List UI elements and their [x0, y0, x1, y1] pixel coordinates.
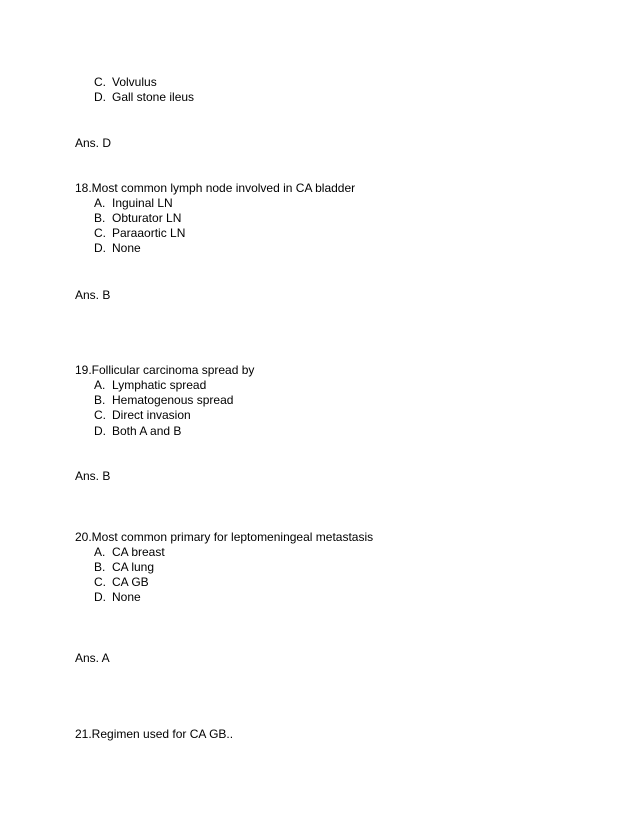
option-text: CA lung — [112, 560, 155, 574]
question-stem: 19.Follicular carcinoma spread by — [75, 363, 255, 377]
option-text: Hematogenous spread — [112, 393, 234, 407]
option-text: Volvulus — [112, 75, 157, 89]
option-b — [94, 393, 233, 408]
option-letter: A. — [94, 545, 106, 559]
answer-line: Ans. B — [75, 469, 111, 483]
option-c — [94, 75, 157, 90]
option-b — [94, 560, 154, 575]
option-a — [94, 196, 173, 211]
option-letter: C. — [94, 75, 106, 89]
option-text: Lymphatic spread — [112, 378, 207, 392]
option-text: None — [112, 241, 141, 255]
option-d — [94, 590, 141, 605]
option-text: Direct invasion — [112, 408, 191, 422]
option-b — [94, 211, 181, 226]
option-c — [94, 408, 191, 423]
option-text: None — [112, 590, 141, 604]
option-a — [94, 378, 206, 393]
option-text: Paraaortic LN — [112, 226, 186, 240]
option-d — [94, 424, 181, 439]
answer-line: Ans. D — [75, 136, 112, 150]
option-letter: D. — [94, 241, 106, 255]
option-letter: B. — [94, 393, 106, 407]
option-letter: C. — [94, 226, 106, 240]
option-text: CA breast — [112, 545, 165, 559]
option-text: Obturator LN — [112, 211, 182, 225]
option-d — [94, 90, 194, 105]
option-text: CA GB — [112, 575, 149, 589]
option-a — [94, 545, 165, 560]
option-letter: D. — [94, 90, 106, 104]
option-letter: C. — [94, 575, 106, 589]
option-letter: D. — [94, 424, 106, 438]
question-stem: 20.Most common primary for leptomeningeal metastasis — [75, 530, 374, 544]
option-c — [94, 226, 185, 241]
option-letter: B. — [94, 211, 106, 225]
option-text: Gall stone ileus — [112, 90, 195, 104]
option-letter: C. — [94, 408, 106, 422]
option-letter: A. — [94, 378, 106, 392]
option-c — [94, 575, 149, 590]
option-text: Inguinal LN — [112, 196, 173, 210]
option-letter: B. — [94, 560, 106, 574]
option-d — [94, 241, 141, 256]
option-letter: D. — [94, 590, 106, 604]
answer-line: Ans. A — [75, 651, 110, 665]
question-stem: 18.Most common lymph node involved in CA bladder — [75, 181, 356, 195]
answer-line: Ans. B — [75, 288, 111, 302]
option-letter: A. — [94, 196, 106, 210]
option-text: Both A and B — [112, 424, 182, 438]
question-stem: 21.Regimen used for CA GB.. — [75, 727, 234, 741]
